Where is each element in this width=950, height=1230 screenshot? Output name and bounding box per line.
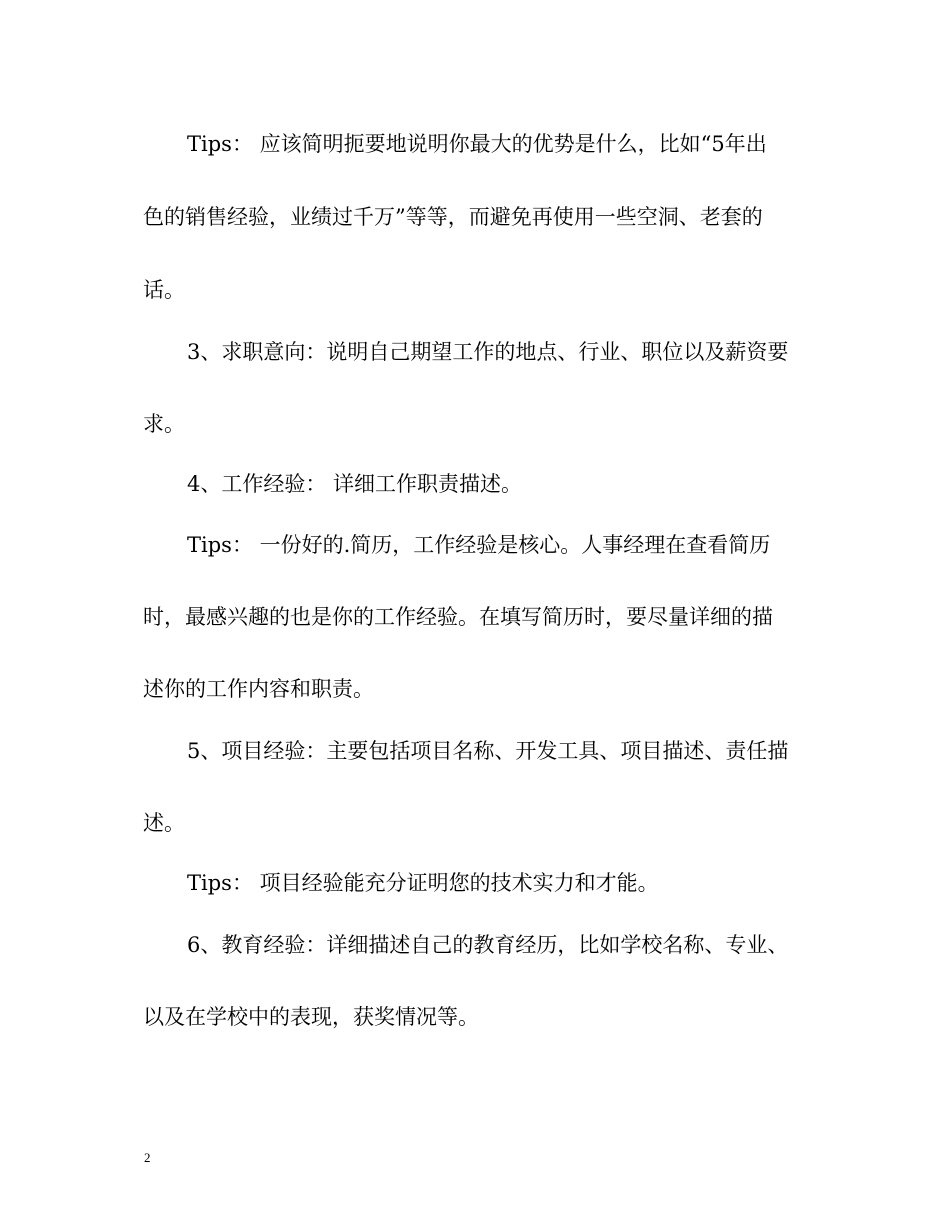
text-line: 述你的工作内容和职责。 xyxy=(143,677,374,701)
text-line: 3、求职意向：说明自己期望工作的地点、行业、职位以及薪资要 xyxy=(187,340,789,364)
text-line: 6、教育经验：详细描述自己的教育经历，比如学校名称、专业、 xyxy=(187,933,789,957)
text-line: 4、工作经验： 详细工作职责描述。 xyxy=(187,472,523,496)
text-line: 求。 xyxy=(143,412,185,436)
text-line: 5、项目经验：主要包括项目名称、开发工具、项目描述、责任描 xyxy=(187,739,789,763)
text-line: 述。 xyxy=(143,811,185,835)
text-line: 色的销售经验，业绩过千万”等等，而避免再使用一些空洞、老套的 xyxy=(143,205,763,229)
text-line: 以及在学校中的表现，获奖情况等。 xyxy=(143,1005,479,1029)
page-number: 2 xyxy=(144,1150,151,1165)
text-line: Tips： 一份好的.简历，工作经验是核心。人事经理在查看简历 xyxy=(187,533,771,557)
text-line: Tips： 项目经验能充分证明您的技术实力和才能。 xyxy=(187,871,659,895)
text-line: 话。 xyxy=(143,278,185,302)
text-line: Tips： 应该简明扼要地说明你最大的优势是什么，比如“5年出 xyxy=(187,132,767,156)
text-line: 时，最感兴趣的也是你的工作经验。在填写简历时，要尽量详细的描 xyxy=(143,605,773,629)
